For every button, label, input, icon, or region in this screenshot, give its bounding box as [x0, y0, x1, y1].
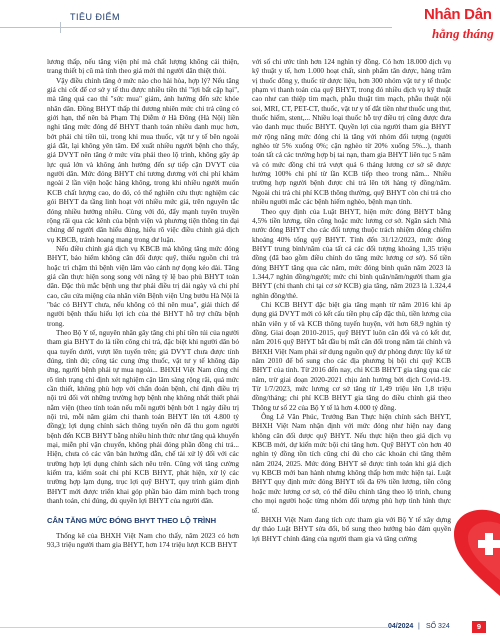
paragraph: BHXH Việt Nam đang tích cực tham gia với Bộ Y tế xây dựng dự thảo Luật BHYT sửa đổi, bổ sung theo hướng bảo đảm quyền lợi BHYT chính đáng của người tham gia và tăng cường — [252, 514, 451, 543]
header-tick — [60, 22, 61, 33]
paragraph: Ông Lê Văn Phúc, Trưởng Ban Thực hiện chính sách BHYT, BHXH Việt Nam nhận định với mức đóng như hiện nay đang không cân đối được quỹ BHYT. Nếu thực hiện theo giá dịch vụ KBCB mới, dự kiến mức bội chi tăng hơn. Quỹ BHYT còn hơn 40 nghìn tỷ đồng tồn tích cũng chỉ đủ cho các khoản chi tăng thêm năm 2024, 2025. Mức đóng BHYT sẽ được tính toán khi giá dịch vụ KBCB mới ban hành nhưng không thấp hơn mức hiện tại. Luật BHYT quy định mức đóng BHYT tối đa 6% tiền lương, tiền công hoặc mức lương cơ sở, có thể điều chỉnh tăng theo lộ trình, chung cho mọi người hoặc từng nhóm đối tượng phù hợp tình hình thực tế. — [252, 412, 451, 515]
logo-main-text: Nhân Dân — [424, 6, 492, 23]
issue-date: 04/2024 — [388, 623, 414, 630]
header-rule — [0, 27, 392, 28]
paragraph: Chi KCB BHYT đặc biệt gia tăng mạnh từ năm 2016 khi áp dụng giá DVYT mới có kết cấu tiền phụ cấp đặc thù, tiền lương của nhân viên y tế và KCB thông tuyến huyện, với hơn 68,9 nghìn tỷ đồng. Giai đoạn 2010-2015, quỹ BHYT luôn cân đối và có kết dư, năm 2016 quỹ BHYT bắt đầu bị mất cân đối trong năm tài chính và BHXH Việt Nam phải sử dụng nguồn quỹ dự phòng được lũy kế từ năm 2010 để bổ sung cho các địa phương bị bội chi quỹ KCB BHYT của tỉnh. Từ 2016 đến nay, chi KCB BHYT gia tăng qua các năm, trừ giai đoạn 2020-2021 chịu ảnh hưởng bởi dịch Covid-19. Từ 1/7/2023, mức lương cơ sở tăng từ 1,49 triệu lên 1,8 triệu đồng/tháng; chi phí KCB BHYT gia tăng do điều chỉnh giá theo Thông tư số 22 của Bộ Y tế là hơn 4.000 tỷ đồng. — [252, 299, 451, 412]
footer-rule — [0, 627, 388, 628]
section-label: TIÊU ĐIỂM — [70, 12, 121, 22]
right-column — [252, 57, 451, 543]
paragraph: lương thấp, nếu tăng viện phí mà chất lượng không cải thiện, trang thiết bị cũ mà tính theo giá mới thì người dân thiệt thòi. — [47, 57, 239, 76]
logo-sub-text: hằng tháng — [432, 26, 494, 41]
issue-number: SỐ 324 — [426, 623, 450, 630]
page-header — [0, 0, 500, 60]
heart-cross-decoration-icon — [440, 500, 500, 610]
paragraph: Vậy điều chỉnh tăng ở mức nào cho hài hòa, hợp lý? Nếu tăng giá chi cốt để cơ sở y tế thu được nhiều tiền thì "lợi bất cập hại", mà tăng quá cao thì "sức mua" giảm, ảnh hưởng đến sức khỏe nhân dân. Đồng BHYT thấp thì đương nhiên mức chi trả cũng có giới hạn, thế nên bà Phạm Thị Diễm ở Hà Đông (Hà Nội) liền nghi tăng mức đóng để BHYT thanh toán nhiều danh mục hơn, bớt phải chi tiền túi, trong khi mua thuốc, vật tư y tế bên ngoài giá đắt, lại không yên tâm. Để xuất nhiều người bệnh cho thấy, giá DVYT nên tăng ở mức vừa phải theo lộ trình, không gây áp lực quá lớn và không ảnh hưởng đến sự tiếp cận DVYT của người dân. Mức đóng BHYT chỉ tương đương với chi phí khám ngoài 2 lần viện hoặc hàng không, trong khi nhiều người muốn KCB chất lượng cao, do đó, có thể nghiên cứu thực nghiệm các gói BHYT đa tầng linh hoạt với nhiều mức giá, trên nguyên tắc đóng nhiều hưởng nhiều. Cùng với đó, đẩy mạnh tuyên truyền rộng rãi qua các kênh của bệnh viện và phương tiện thông tin đại chúng để người dân hiểu đúng, hiểu rõ việc điều chỉnh giá dịch vụ KBCB, tránh hoang mang trong dư luận. — [47, 75, 239, 244]
paragraph: Nếu điều chỉnh giá dịch vụ KBCB mà không tăng mức đóng BHYT, bảo hiểm không cân đối được quỹ, thiếu nguồn chi trả hoặc trì chậm thì bệnh viện lâm vào cảnh nợ đọng kéo dài. Tăng giá cần thực hiện song song với nâng tỷ lệ bao phủ BHYT toàn dân. Đặc thù mắc bệnh ung thư phải điều trị dài ngày và chi phí cao, câu cửa miệng của nhân viên Bệnh viện Ung bướu Hà Nội là "bác có BHYT chưa, nếu không có thì nên mua", giải thích để người bệnh thấu hiểu lợi ích của thẻ BHYT hỗ trợ chữa bệnh trong. — [47, 243, 239, 328]
magazine-logo — [424, 4, 492, 52]
paragraph: Theo quy định của Luật BHYT, hiện mức đóng BHYT bằng 4,5% tiền lương, tiền công hoặc mức lương cơ sở. Ngân sách Nhà nước đóng BHYT cho các đối tượng thuộc trách nhiệm đóng chiếm khoảng 40% tổng quỹ BHYT. Tính đến 31/12/2023, mức đóng BHYT trung bình/năm của tất cả các đối tượng khoảng 1,35 triệu đồng (đã bao gồm điều chỉnh do tăng mức lương cơ sở). Số tiền đóng BHYT tăng qua các năm, mức đóng bình quân năm 2023 là 1.344,7 nghìn đồng/người; mức chi bình quân/năm/người tham gia BHYT (chi thanh chi tại cơ sở KCB) gia tăng, năm 2023 là 1.324,4 nghìn đồng/thẻ. — [252, 206, 451, 300]
left-column — [47, 57, 239, 550]
paragraph: Thống kê của BHXH Việt Nam cho thấy, năm 2023 có hơn 93,3 triệu người tham gia BHYT, hơn 174 triệu lượt KCB BHYT — [47, 530, 239, 550]
page-footer — [0, 614, 500, 637]
footer-separator: | — [418, 623, 420, 630]
paragraph: với số chi ước tính hơn 124 nghìn tỷ đồng. Có hơn 18.000 dịch vụ kỹ thuật y tế, hơn 1.000 hoạt chất, sinh phẩm tân dược, hàng trăm vị thuốc đông y, thuốc từ dược liệu, hơn 300 nhóm vật tư y tế thuộc phạm vi thanh toán của quỹ BHYT, trong đó nhiều dịch vụ kỹ thuật cao như can thiệp tim mạch, phẫu thuật tim mạch, phẫu thuật nội soi, MRI, CT, PET-CT, thuốc, vật tư y tế đắt tiền như thuốc ung thư, thuốc hiếm, stent,... Nhiều loại thuốc hỗ trợ điều trị cũng được đưa vào danh mục thuốc BHYT. Quyền lợi của người tham gia BHYT mở rộng nâng mức đóng chỉ là tăng với nhóm đối tượng (người nghèo từ 5% xuống 0%; cận nghèo từ 20% xuống 5%...), thanh toán tất cả các trường hợp bị tai nạn, tham gia BHYT liên tục 5 năm và có mức đồng chi trả vượt quá 6 tháng lương cơ sở sẽ được hưởng 100% chi phí từ lần KCB tiếp theo trong năm... Nhiều trường hợp người bệnh được chi trả lên tới hàng tỷ đồng/năm. Ngoài chi trả chi phí KCB thông thường, quỹ BHYT còn chi trả cho nhiều người mắc các bệnh hiếm nghèo, bệnh mạn tính. — [252, 57, 451, 207]
paragraph: Theo Bộ Y tế, nguyên nhân gây tăng chi phí tiền túi của người tham gia BHYT do là tiền công chi trả, đặc biệt khi người dân bỏ qua tuyến dưới, vượt lên tuyến trên; giá DVYT chưa được tính đúng, tính đủ; công tác cung ứng thuốc, vật tư y tế không đáp ứng, người bệnh phải tự mua ngoài... BHXH Việt Nam cũng chỉ rõ tình trạng chỉ định xét nghiệm cận lâm sàng rộng rãi, quá mức cần thiết, không phù hợp với chẩn đoán bệnh, chỉ định điều trị nội trú đối với những trường hợp bệnh nhẹ không nhất thiết phải nằm viện (theo tính toán nếu mỗi người bệnh bớt 1 ngày điều trị nội trú, mỗi năm giảm chi thanh toán BHYT lên tới 4.800 tỷ đồng); lợi dụng chính sách thông tuyến nên đã thu gom người bệnh đến KCB BHYT bằng nhiều hình thức như tăng quà khuyến mại, miễn phí vận chuyển, không phải đóng phần đồng chi trả... Hiện, chưa có các văn bản hướng dẫn, chế tài xử lý đối với các trường hợp lợi dụng chính sách nêu trên. Cũng với tăng cường kiểm tra, kiểm soát chi phí KCB BHYT, phát hiện, xử lý các trường hợp lạm dụng, trục lợi quỹ BHYT, quy trình giám định BHYT mới được triển khai góp phần bảo đảm minh bạch trong thanh toán, chi đúng, đủ quyền lợi BHYT của người dân. — [47, 327, 239, 506]
section-subheading: CÂN TĂNG MỨC ĐÓNG BHYT THEO LỘ TRÌNH — [47, 515, 217, 525]
page-number: 9 — [472, 621, 486, 633]
